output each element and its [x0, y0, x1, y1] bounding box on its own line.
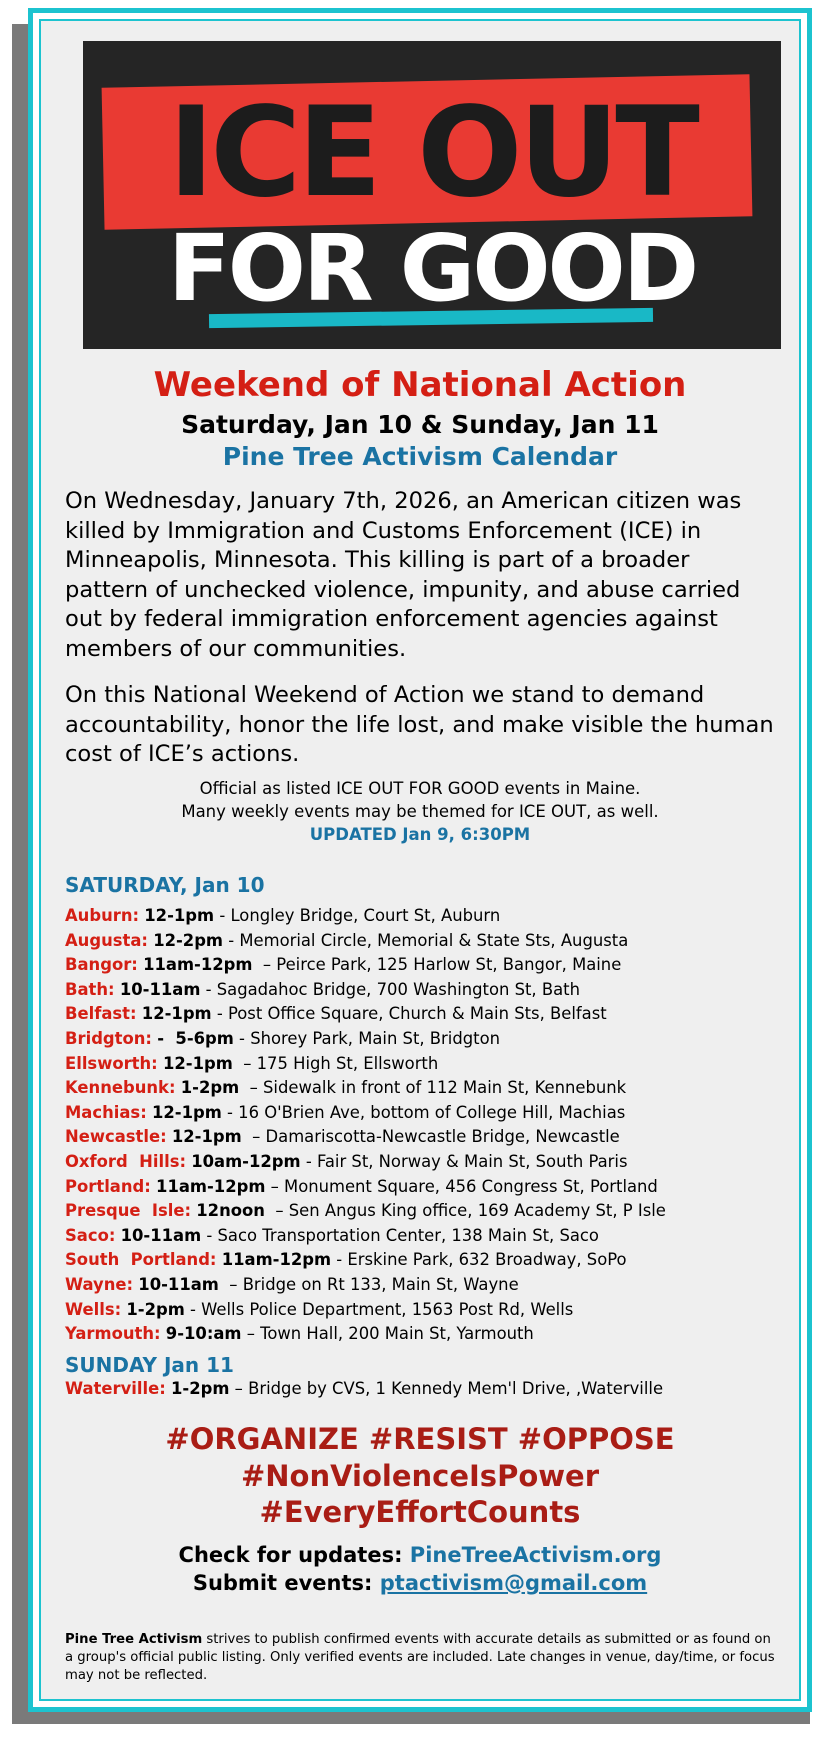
saturday-event-list [65, 904, 783, 1347]
event-city: South Portland: [65, 1250, 217, 1270]
event-row [65, 1199, 783, 1224]
submit-label: Submit events: [192, 1571, 373, 1595]
event-city: Belfast: [65, 1004, 137, 1024]
event-separator: - [233, 1028, 251, 1048]
disclaimer-org: Pine Tree Activism [65, 1632, 203, 1647]
event-time: 12-1pm [171, 1127, 242, 1147]
event-location: Sidewalk in front of 112 Main St, Kennebunk [263, 1078, 627, 1098]
event-location: Town Hall, 200 Main St, Yarmouth [260, 1324, 534, 1344]
event-separator: - [300, 1151, 317, 1171]
event-city: Machias: [65, 1102, 147, 1122]
event-time: 12noon [196, 1201, 265, 1221]
event-separator: – [265, 1176, 285, 1196]
event-location: 175 High St, Ellsworth [256, 1053, 439, 1073]
disclaimer-text: strives to publish confirmed events with accurate details as submitted or as found on a group's official public listing. Only verified events are included. Late changes in venue, day/time, or focus may not be reflected. [65, 1632, 775, 1683]
event-row [65, 904, 783, 929]
hashtag-line-2: #NonViolenceIsPower [240, 1458, 600, 1493]
event-city: Presque Isle: [65, 1201, 192, 1221]
event-location: Wells Police Department, 1563 Post Rd, Wells [201, 1299, 574, 1319]
event-location: Bridge on Rt 133, Main St, Wayne [242, 1274, 519, 1294]
event-time: 10-11am [120, 1225, 202, 1245]
event-city: Saco: [65, 1225, 116, 1245]
event-separator: - [200, 979, 217, 999]
event-city: Kennebunk: [65, 1078, 176, 1098]
event-row [65, 1076, 783, 1101]
event-row [65, 1027, 783, 1052]
event-time: 11am-12pm [221, 1250, 332, 1270]
event-row [65, 929, 783, 954]
event-time: 1-2pm [171, 1379, 230, 1398]
event-separator: - [221, 1102, 239, 1122]
event-city: Bridgton: [65, 1028, 152, 1048]
event-separator: - [201, 1225, 218, 1245]
event-separator: - [331, 1250, 348, 1270]
flyer [28, 8, 812, 1712]
event-city: Auburn: [65, 906, 140, 925]
event-time: 1-2pm [180, 1078, 240, 1098]
event-row [65, 1052, 783, 1077]
ice-out-banner [83, 41, 781, 349]
event-location: Shorey Park, Main St, Bridgton [250, 1028, 500, 1048]
event-row [65, 953, 783, 978]
event-location: Peirce Park, 125 Harlow St, Bangor, Maine [276, 955, 622, 975]
event-row [65, 1248, 783, 1273]
event-separator: – [229, 1379, 249, 1398]
event-city: Augusta: [65, 930, 148, 950]
saturday-heading: SATURDAY, Jan 10 [65, 873, 265, 897]
event-location: Fair St, Norway & Main St, South Paris [316, 1151, 628, 1171]
flyer-content [41, 21, 799, 1699]
event-city: Newcastle: [65, 1127, 167, 1147]
event-row [65, 1002, 783, 1027]
event-location: Post Office Square, Church & Main Sts, Belfast [227, 1004, 607, 1024]
event-city: Waterville: [65, 1379, 166, 1398]
event-time: 10-11am [138, 1274, 219, 1294]
event-time: 11am-12pm [156, 1176, 266, 1196]
intro-paragraph-1: On Wednesday, January 7th, 2026, an American citizen was killed by Immigration and Customs Enforcement (ICE) in Minneapolis, Minnesota. This killing is part of a broader pattern of unchecked violence, impunity, and abuse carried out by federal immigration enforcement agencies against members of our communities. [65, 488, 742, 662]
event-city: Yarmouth: [65, 1324, 161, 1344]
event-city: Portland: [65, 1176, 151, 1196]
event-separator: - [211, 1004, 228, 1024]
event-city: Wells: [65, 1299, 122, 1319]
event-location: Longley Bridge, Court St, Auburn [230, 906, 501, 925]
event-separator: – [239, 1078, 263, 1098]
intro-paragraph-2: On this National Weekend of Action we stand to demand accountability, honor the life lost, and make visible the human cost of ICE’s actions. [65, 682, 774, 767]
email-link[interactable]: ptactivism@gmail.com [379, 1571, 648, 1595]
event-row [65, 1377, 783, 1402]
event-time: 10-11am [119, 979, 201, 999]
sunday-event-list [65, 1377, 783, 1402]
official-notice-line-1: Official as listed ICE OUT FOR GOOD events in Maine. [199, 779, 641, 798]
website-link[interactable]: PineTreeActivism.org [409, 1543, 662, 1567]
event-row [65, 1125, 783, 1150]
event-row [65, 1150, 783, 1175]
event-location: Sagadahoc Bridge, 700 Washington St, Bath [216, 979, 580, 999]
event-dates: Saturday, Jan 10 & Sunday, Jan 11 [181, 410, 659, 439]
event-row [65, 1273, 783, 1298]
event-row [65, 1101, 783, 1126]
event-time: 9-10:am [165, 1324, 242, 1344]
event-location: Damariscotta-Newcastle Bridge, Newcastle [265, 1127, 620, 1147]
submit-row [41, 1569, 799, 1597]
event-time: 12-1pm [144, 906, 215, 925]
event-location: Memorial Circle, Memorial & State Sts, Augusta [239, 930, 629, 950]
updates-row [41, 1541, 799, 1569]
event-separator: – [241, 1127, 266, 1147]
event-location: Erskine Park, 632 Broadway, SoPo [347, 1250, 627, 1270]
event-row [65, 1224, 783, 1249]
event-time: 11am-12pm [143, 955, 253, 975]
event-city: Wayne: [65, 1274, 134, 1294]
contact-links [41, 1541, 799, 1597]
event-time: 1-2pm [126, 1299, 185, 1319]
hashtag-line-1: #ORGANIZE #RESIST #OPPOSE [165, 1422, 675, 1456]
event-separator: - [223, 930, 240, 950]
event-location: Bridge by CVS, 1 Kennedy Mem'l Drive, ,Waterville [248, 1379, 664, 1398]
flyer-inner-border [39, 19, 801, 1701]
updates-label: Check for updates: [178, 1543, 403, 1567]
event-time: 10am-12pm [191, 1151, 301, 1171]
page-title: Weekend of National Action [153, 365, 687, 405]
hashtag-line-3: #EveryEffortCounts [259, 1495, 581, 1529]
calendar-name: Pine Tree Activism Calendar [222, 442, 618, 471]
event-city: Bath: [65, 979, 115, 999]
event-time: - 5-6pm [157, 1028, 234, 1048]
banner-line-1: ICE OUT [168, 81, 696, 225]
event-separator: – [264, 1201, 289, 1221]
event-separator: – [232, 1053, 257, 1073]
event-row [65, 1298, 783, 1323]
event-row [65, 978, 783, 1003]
banner-line-2: FOR GOOD [167, 215, 697, 322]
official-notice-line-2: Many weekly events may be themed for ICE OUT, as well. [181, 802, 659, 821]
event-time: 12-1pm [141, 1004, 212, 1024]
event-separator: - [184, 1299, 202, 1319]
event-location: Monument Square, 456 Congress St, Portland [284, 1176, 658, 1196]
event-row [65, 1322, 783, 1347]
event-city: Ellsworth: [65, 1053, 158, 1073]
event-time: 12-1pm [162, 1053, 233, 1073]
event-time: 12-2pm [153, 930, 224, 950]
disclaimer [65, 1631, 781, 1685]
official-notice [41, 777, 799, 846]
event-separator: – [252, 955, 277, 975]
event-location: Sen Angus King office, 169 Academy St, P Isle [288, 1201, 666, 1221]
updated-timestamp: UPDATED Jan 9, 6:30PM [309, 825, 531, 844]
event-separator: – [241, 1324, 261, 1344]
event-location: Saco Transportation Center, 138 Main St, Saco [217, 1225, 599, 1245]
sunday-heading: SUNDAY Jan 11 [65, 1353, 234, 1377]
event-time: 12-1pm [151, 1102, 222, 1122]
event-location: 16 O'Brien Ave, bottom of College Hill, Machias [238, 1102, 626, 1122]
event-row [65, 1175, 783, 1200]
event-separator: - [214, 906, 231, 925]
hashtags [41, 1421, 799, 1531]
event-city: Oxford Hills: [65, 1151, 187, 1171]
event-separator: – [218, 1274, 243, 1294]
event-city: Bangor: [65, 955, 138, 975]
